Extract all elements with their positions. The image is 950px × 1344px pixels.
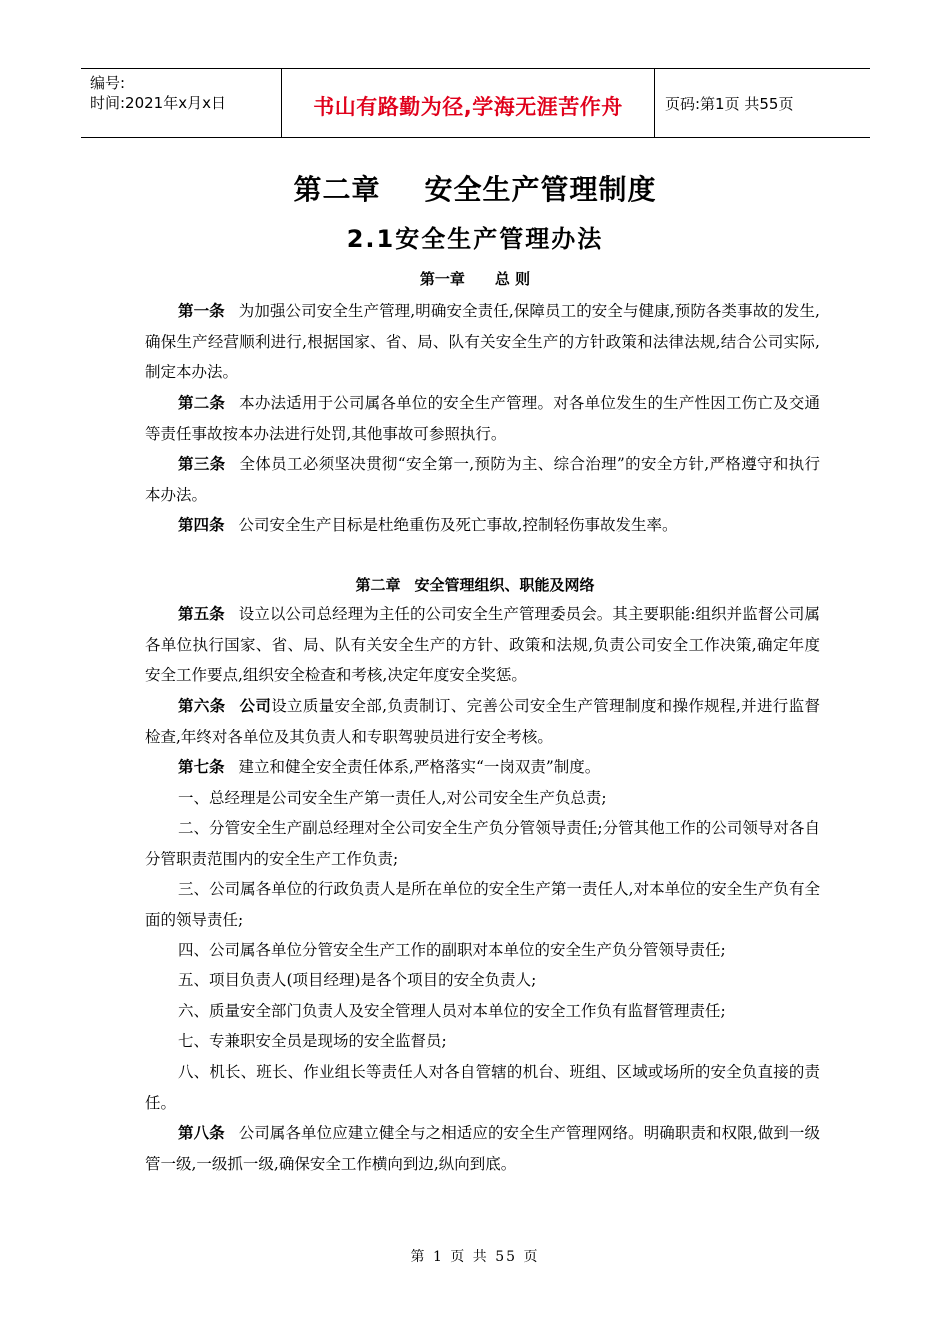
article-4-label: 第四条 [178, 516, 225, 534]
list-item: 一、总经理是公司安全生产第一责任人,对公司安全生产负总责; [178, 789, 607, 807]
article-6-bold: 公司 [239, 697, 272, 715]
list-item: 八、机长、班长、作业组长等责任人对各自管辖的机台、班组、区域或场所的安全负直接的责任。 [145, 1063, 820, 1112]
chapter-2-label: 第二章 [355, 576, 401, 594]
chapter-2-name: 安全管理组织、职能及网络 [414, 576, 595, 594]
chapter-1-heading [0, 268, 950, 289]
article-8-label: 第八条 [178, 1124, 225, 1142]
article-6-text: 设立质量安全部,负责制订、完善公司安全生产管理制度和操作规程,并进行监督检查,年终对各单位及其负责人和专职驾驶员进行安全考核。 [145, 697, 820, 746]
chapter-main-title [0, 168, 950, 208]
article-4-text: 公司安全生产目标是杜绝重伤及死亡事故,控制轻伤事故发生率。 [238, 516, 678, 534]
article-3 [145, 449, 820, 510]
chapter-1-name: 总 则 [494, 270, 531, 288]
chapter-1-label: 第一章 [419, 270, 465, 288]
article-4 [145, 510, 820, 541]
article-7-text: 建立和健全安全责任体系,严格落实“一岗双责”制度。 [238, 758, 601, 776]
article-7 [145, 752, 820, 783]
chapter-main-name: 安全生产管理制度 [424, 173, 657, 206]
list-item: 二、分管安全生产副总经理对全公司安全生产负分管领导责任;分管其他工作的公司领导对各自分管职责范围内的安全生产工作负责; [145, 819, 820, 868]
header-page-info: 页码:第1页 共55页 [665, 94, 794, 113]
article-3-label: 第三条 [178, 455, 226, 473]
article-8-text: 公司属各单位应建立健全与之相适应的安全生产管理网络。明确职责和权限,做到一级管一级,一级抓一级,确保安全工作横向到边,纵向到底。 [145, 1124, 820, 1173]
list-item: 六、质量安全部门负责人及安全管理人员对本单位的安全工作负有监督管理责任; [178, 1002, 726, 1020]
article-6-label: 第六条 [178, 697, 226, 715]
article-8 [145, 1118, 820, 1179]
list-item: 三、公司属各单位的行政负责人是所在单位的安全生产第一责任人,对本单位的安全生产负有全面的领导责任; [145, 880, 820, 929]
header-motto: 书山有路勤为径,学海无涯苦作舟 [313, 95, 623, 119]
article-1-label: 第一条 [178, 302, 225, 320]
article-5-text: 设立以公司总经理为主任的公司安全生产管理委员会。其主要职能:组织并监督公司属各单位执行国家、省、局、队有关安全生产的方针、政策和法规,负责公司安全工作决策,确定年度安全工作要点,组织安全检查和考核,决定年度安全奖惩。 [145, 605, 820, 684]
article-2-text: 本办法适用于公司属各单位的安全生产管理。对各单位发生的生产性因工伤亡及交通等责任事故按本办法进行处罚,其他事故可参照执行。 [145, 394, 820, 443]
article-6 [145, 691, 820, 752]
section-title: 2.1安全生产管理办法 [346, 225, 604, 253]
article-1-text: 为加强公司安全生产管理,明确安全责任,保障员工的安全与健康,预防各类事故的发生,确保生产经营顺利进行,根据国家、省、局、队有关安全生产的方针政策和法律法规,结合公司实际,制定本办法。 [145, 302, 820, 381]
header-page-cell [655, 69, 870, 137]
header-number-label: 编号: [90, 74, 126, 92]
list-item: 五、项目负责人(项目经理)是各个项目的安全负责人; [178, 971, 537, 989]
list-item: 四、公司属各单位分管安全生产工作的副职对本单位的安全生产负分管领导责任; [178, 941, 726, 959]
header-meta-cell [81, 69, 282, 137]
page-footer: 第 1 页 共 55 页 [410, 1249, 540, 1265]
header-time-label: 时间:2021年x月x日 [90, 94, 226, 112]
article-5 [145, 599, 820, 691]
page-header-table [81, 68, 870, 138]
list-item: 七、专兼职安全员是现场的安全监督员; [178, 1032, 447, 1050]
article-2 [145, 388, 820, 449]
article-5-label: 第五条 [178, 605, 225, 623]
chapter-main-label: 第二章 [293, 173, 381, 206]
header-motto-cell [282, 69, 655, 137]
article-2-label: 第二条 [178, 394, 226, 412]
article-1 [145, 296, 820, 388]
article-7-label: 第七条 [178, 758, 225, 776]
chapter-2-heading [0, 574, 950, 595]
article-3-text: 全体员工必须坚决贯彻“安全第一,预防为主、综合治理”的安全方针,严格遵守和执行本办法。 [145, 455, 820, 504]
